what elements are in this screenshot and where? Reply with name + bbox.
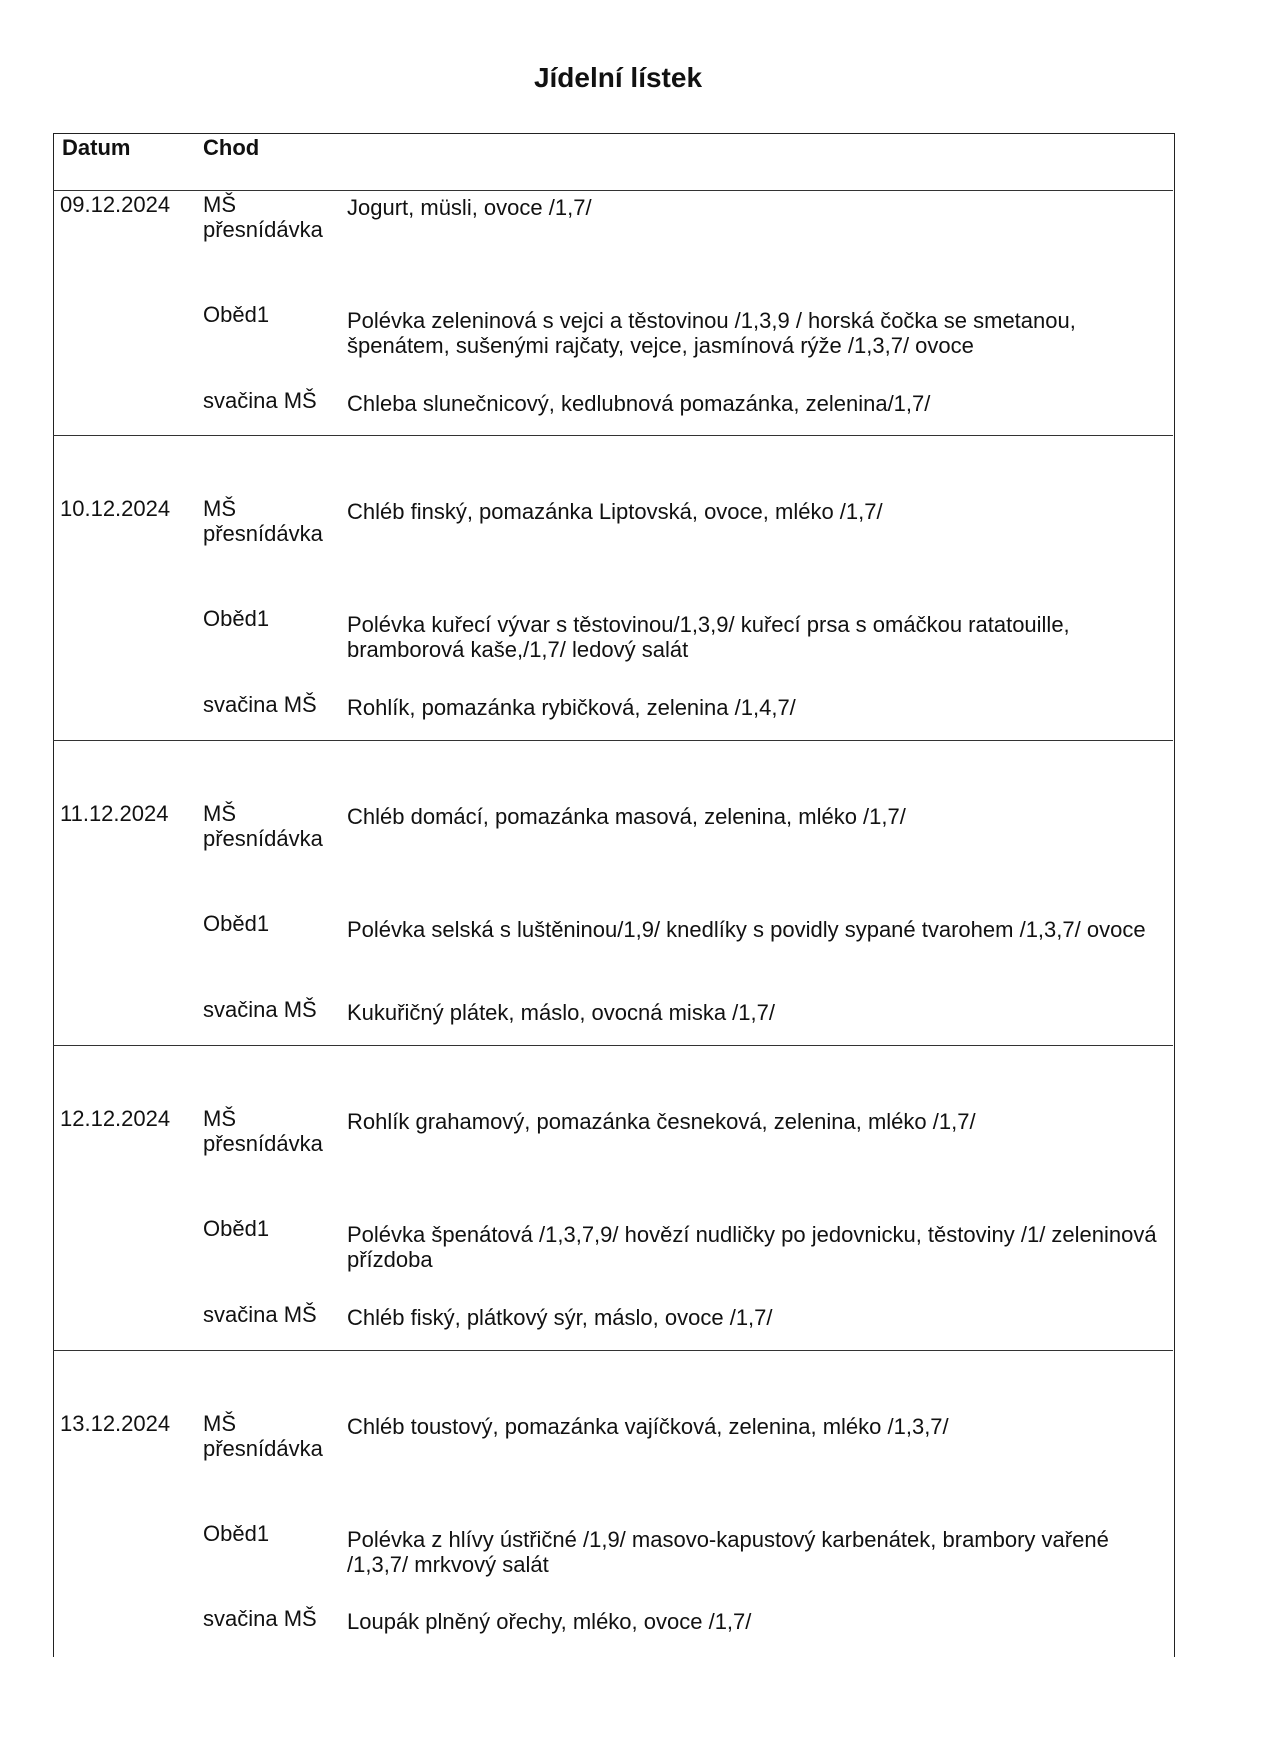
course-afternoon: Chleba slunečnicový, kedlubnová pomazánka, zelenina/1,7/ (347, 391, 931, 416)
day-date: 11.12.2024 (60, 801, 169, 826)
header-date: Datum (62, 135, 131, 160)
course-afternoon: Kukuřičný plátek, máslo, ovocná miska /1,7/ (347, 1000, 775, 1025)
course-snack-label: MŠ přesnídávka (203, 192, 323, 242)
course-afternoon-label: svačina MŠ (203, 997, 317, 1022)
course-snack: Chléb finský, pomazánka Liptovská, ovoce, mléko /1,7/ (347, 499, 883, 524)
day-date: 09.12.2024 (60, 192, 171, 217)
day-divider (53, 435, 1173, 436)
day-date: 10.12.2024 (60, 496, 171, 521)
page-title: Jídelní lístek (533, 62, 703, 93)
header-course: Chod (203, 135, 260, 160)
course-snack: Rohlík grahamový, pomazánka česneková, zelenina, mléko /1,7/ (347, 1109, 976, 1134)
course-afternoon: Loupák plněný ořechy, mléko, ovoce /1,7/ (347, 1609, 752, 1634)
day-date: 13.12.2024 (60, 1411, 171, 1436)
course-snack: Chléb toustový, pomazánka vajíčková, zelenina, mléko /1,3,7/ (347, 1414, 949, 1439)
course-lunch-label: Oběd1 (203, 1521, 270, 1546)
course-snack-label: MŠ přesnídávka (203, 1106, 323, 1156)
course-afternoon: Rohlík, pomazánka rybičková, zelenina /1,4,7/ (347, 695, 796, 720)
course-snack-label: MŠ přesnídávka (203, 1411, 323, 1461)
course-afternoon: Chléb fiský, plátkový sýr, máslo, ovoce /1,7/ (347, 1305, 773, 1330)
course-afternoon-label: svačina MŠ (203, 1302, 317, 1327)
course-afternoon-label: svačina MŠ (203, 388, 317, 413)
course-snack-label: MŠ přesnídávka (203, 801, 323, 851)
course-lunch: Polévka špenátová /1,3,7,9/ hovězí nudličky po jedovnicku, těstoviny /1/ zeleninová přízdoba (347, 1222, 1157, 1272)
course-snack-label: MŠ přesnídávka (203, 496, 323, 546)
header-divider (53, 190, 1173, 191)
course-lunch-label: Oběd1 (203, 911, 270, 936)
course-snack: Jogurt, müsli, ovoce /1,7/ (347, 195, 592, 220)
course-lunch: Polévka z hlívy ústřičné /1,9/ masovo-kapustový karbenátek, brambory vařené /1,3,7/ mrkvový salát (347, 1527, 1109, 1577)
course-afternoon-label: svačina MŠ (203, 692, 317, 717)
course-lunch-label: Oběd1 (203, 1216, 270, 1241)
course-lunch: Polévka kuřecí vývar s těstovinou/1,3,9/ kuřecí prsa s omáčkou ratatouille, bramborová kaše,/1,7/ ledový salát (347, 612, 1070, 662)
course-lunch-label: Oběd1 (203, 302, 270, 327)
day-divider (53, 740, 1173, 741)
course-snack: Chléb domácí, pomazánka masová, zelenina, mléko /1,7/ (347, 804, 906, 829)
day-date: 12.12.2024 (60, 1106, 171, 1131)
day-divider (53, 1045, 1173, 1046)
course-lunch: Polévka selská s luštěninou/1,9/ knedlíky s povidly sypané tvarohem /1,3,7/ ovoce (347, 917, 1146, 942)
course-lunch: Polévka zeleninová s vejci a těstovinou /1,3,9 / horská čočka se smetanou, špenátem, sušenými rajčaty, vejce, jasmínová rýže /1,3,7/ ovoce (347, 308, 1076, 358)
course-afternoon-label: svačina MŠ (203, 1606, 317, 1631)
course-lunch-label: Oběd1 (203, 606, 270, 631)
day-divider (53, 1350, 1173, 1351)
